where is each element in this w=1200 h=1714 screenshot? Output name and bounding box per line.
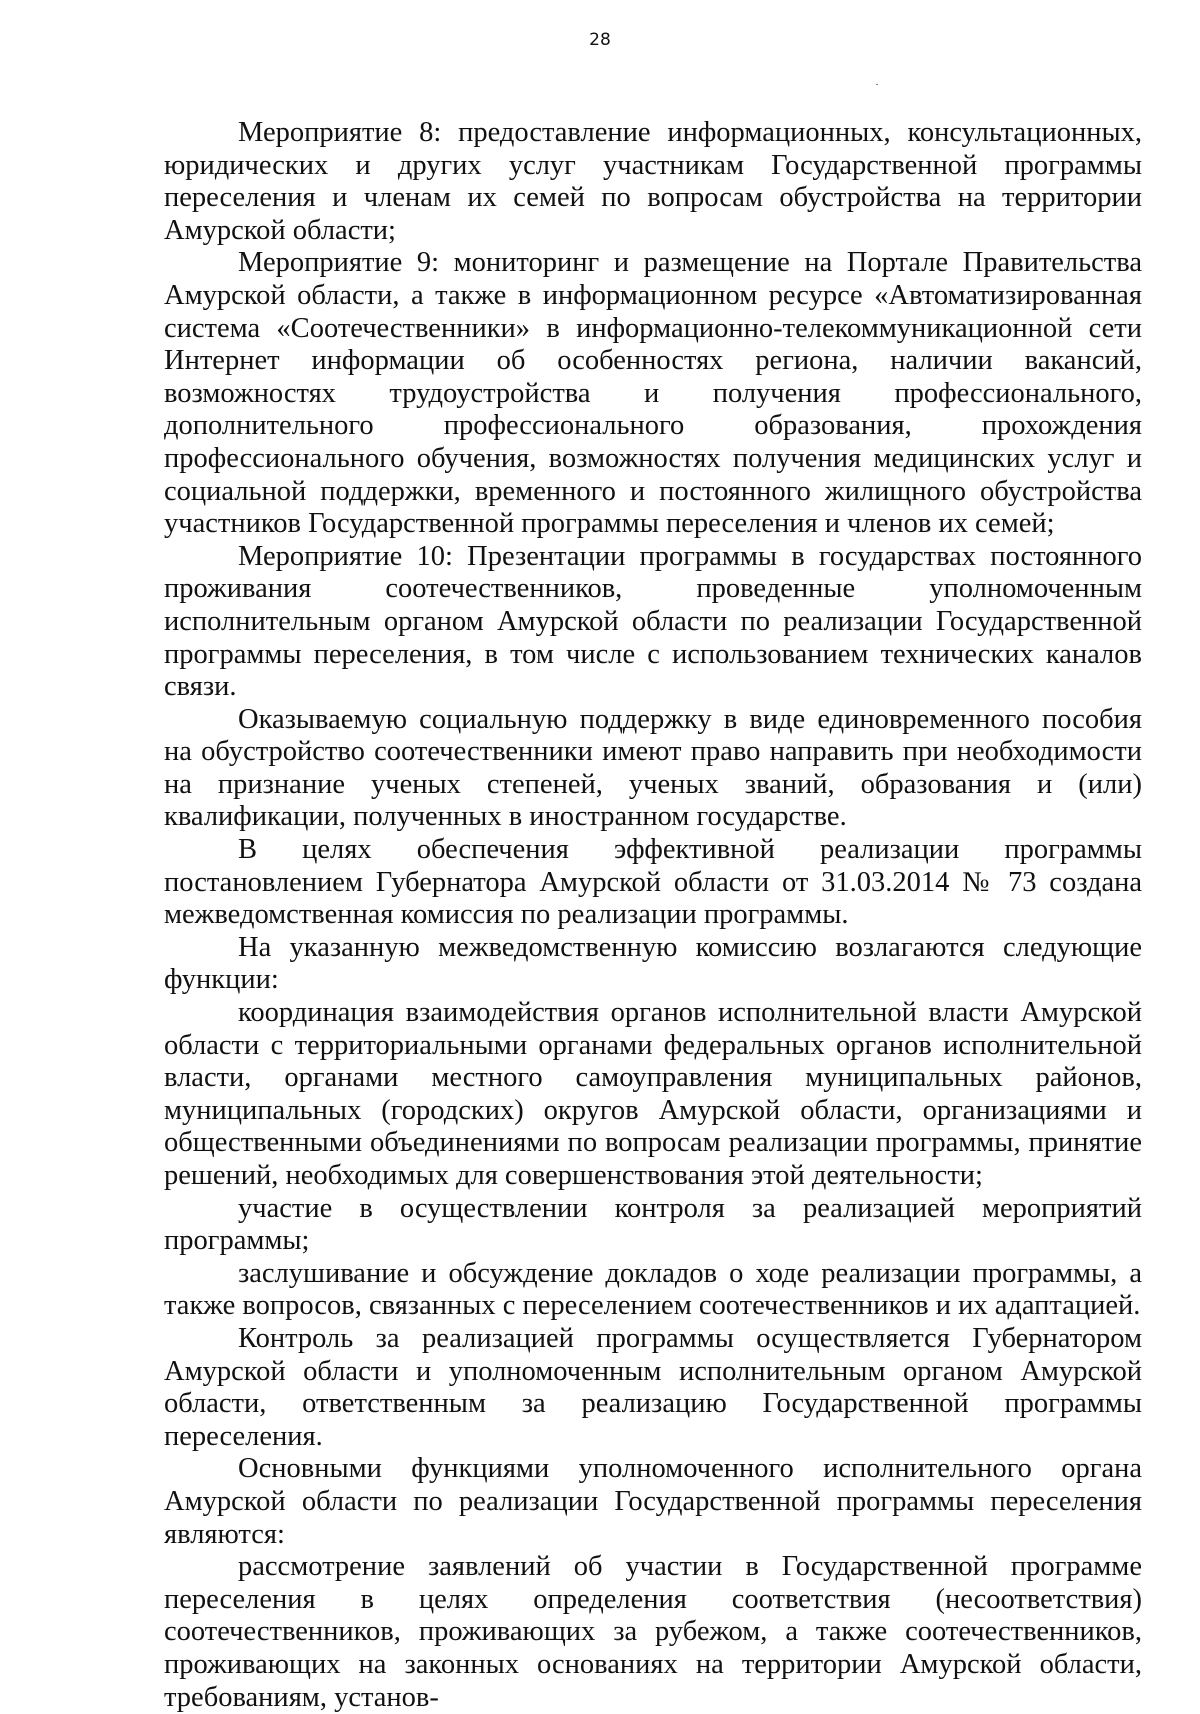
paragraph-measure-8: Мероприятие 8: предоставление информационных, консультационных, юридических и других услуг участникам Государственной программы переселения и членам их семей по вопросам обустройства на территории Амурской области; [164,117,1142,246]
scan-speck [876,84,878,85]
document-body [164,117,1142,1714]
paragraph-measure-10: Мероприятие 10: Презентации программы в государствах постоянного проживания соотечественников, проведенные уполномоченным исполнительным органом Амурской области по реализации Государственной программы переселения, в том числе с использованием технических каналов связи. [164,540,1142,703]
paragraph-commission-created: В целях обеспечения эффективной реализации программы постановлением Губернатора Амурской области от 31.03.2014 № 73 создана межведомственная комиссия по реализации программы. [164,834,1142,931]
paragraph-social-support: Оказываемую социальную поддержку в виде единовременного пособия на обустройство соотечественники имеют право направить при необходимости на признание ученых степеней, ученых званий, образования и (или) квалификации, полученных в иностранном государстве. [164,703,1142,833]
paragraph-program-control: Контроль за реализацией программы осуществляется Губернатором Амурской области и уполномоченным исполнительным органом Амурской области, ответственным за реализацию Государственной программы переселения. [164,1322,1142,1452]
page-number: 28 [589,30,611,50]
paragraph-measure-9: Мероприятие 9: мониторинг и размещение на Портале Правительства Амурской области, а также в информационном ресурсе «Автоматизированная система «Соотечественники» в информационно-телекоммуникационной сети Интернет информации об особенностях региона, наличии вакансий, возможностях трудоустройства и получения профессионального, дополнительного профессионального образования, прохождения профессионального обучения, возможностях получения медицинских услуг и социальной поддержки, временного и постоянного жилищного обустройства участников Государственной программы переселения и членов их семей; [164,247,1142,540]
paragraph-function-reports: заслушивание и обсуждение докладов о ходе реализации программы, а также вопросов, связанных с переселением соотечественников и их адаптацией. [164,1257,1142,1322]
paragraph-authorized-body-functions: Основными функциями уполномоченного исполнительного органа Амурской области по реализации Государственной программы переселения являются: [164,1453,1142,1550]
paragraph-function-control: участие в осуществлении контроля за реализацией мероприятий программы; [164,1192,1142,1257]
paragraph-commission-functions-intro: На указанную межведомственную комиссию возлагаются следующие функции: [164,931,1142,996]
paragraph-function-coordination: координация взаимодействия органов исполнительной власти Амурской области с территориальными органами федеральных органов исполнительной власти, органами местного самоуправления муниципальных районов, муниципальных (городских) округов Амурской области, организациями и общественными объединениями по вопросам реализации программы, принятие решений, необходимых для совершенствования этой деятельности; [164,997,1142,1191]
paragraph-applications-review: рассмотрение заявлений об участии в Государственной программе переселения в целях определения соответствия (несоответствия) соотечественников, проживающих за рубежом, а также соотечественников, проживающих на законных основаниях на территории Амурской области, требованиям, установ- [164,1551,1142,1713]
